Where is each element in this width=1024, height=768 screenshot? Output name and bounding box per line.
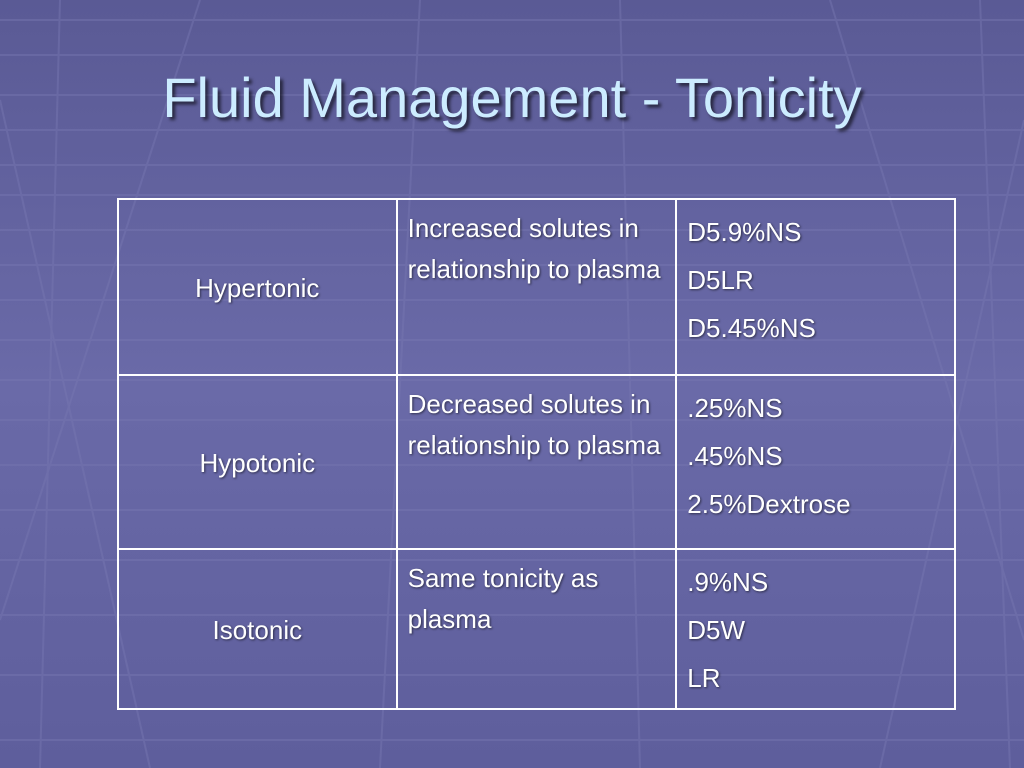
fluid-example: .45%NS — [687, 441, 783, 471]
table-row — [118, 199, 955, 375]
fluid-example: 2.5%Dextrose — [687, 489, 851, 519]
tonicity-type-cell: Hypertonic — [118, 199, 397, 375]
fluid-example: D5.9%NS — [687, 217, 802, 247]
tonicity-description: Decreased solutes in relationship to plasma — [407, 389, 661, 460]
tonicity-description-cell — [397, 199, 677, 375]
table-row — [118, 549, 955, 709]
tonicity-table — [117, 198, 956, 710]
fluid-example: .25%NS — [687, 393, 783, 423]
fluid-example: LR — [687, 663, 721, 693]
tonicity-description: Increased solutes in relationship to plasma — [407, 213, 661, 284]
slide-title: Fluid Management - Tonicity — [162, 66, 862, 129]
fluid-examples-cell — [676, 375, 955, 549]
fluid-example: D5LR — [687, 265, 754, 295]
table-row — [118, 375, 955, 549]
tonicity-description-cell — [397, 375, 677, 549]
tonicity-description-cell — [397, 549, 677, 709]
fluid-example: D5W — [687, 615, 746, 645]
tonicity-type-cell: Hypotonic — [118, 375, 397, 549]
fluid-example: .9%NS — [687, 567, 769, 597]
fluid-examples-cell — [676, 199, 955, 375]
tonicity-description: Same tonicity as plasma — [407, 563, 599, 634]
fluid-example: D5.45%NS — [687, 313, 816, 343]
fluid-examples-cell — [676, 549, 955, 709]
tonicity-type-cell: Isotonic — [118, 549, 397, 709]
